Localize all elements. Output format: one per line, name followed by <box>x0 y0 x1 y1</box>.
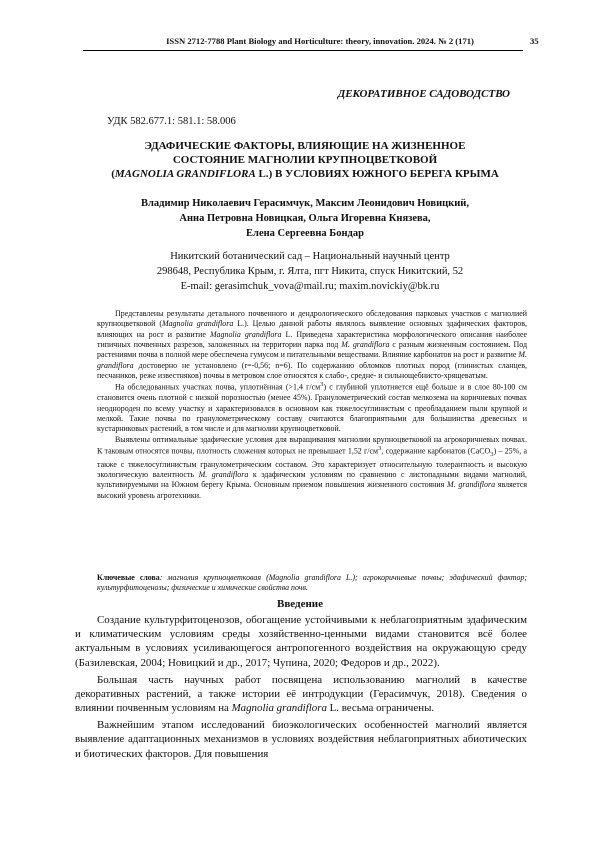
page-number: 35 <box>530 36 539 46</box>
body-paragraph: Создание культурфитоценозов, обогащение устойчивыми к неблагоприятным эдафическим и климатическим условиям среды хозяйственно-ценными видами становится всё более актуальным в условиях усиливающегося антропогенного воздействия на окружающую среду (Базилевская, 2004; Новицкий и др., 2017; Чупина, 2020; Федоров и др., 2022). <box>75 614 527 669</box>
abstract-paragraph: На обследованных участках почва, уплотнённая (>1,4 $г/см^3$) с глубиной уплотняется ещё больше и в слое 80-100 см становится очень плотной с низкой порозностью (менее 45%). Гранулометрический состав мелкозема на коричневых почвах неоднороден по всему участку и характеризовался в основном как тяжелосуглинистым с преобладанием пыли крупной и мелкой. Такие почвы по гранулометрическому составу считаются благоприятными для большинства древесных и кустарниковых растений, в том числе и для магнолии крупноцветковой. <box>97 381 527 434</box>
section-title: ДЕКОРАТИВНОЕ САДОВОДСТВО <box>337 88 510 100</box>
author-list <box>110 196 500 242</box>
author-line: Елена Сергеевна Бондар <box>246 228 364 240</box>
running-header: ISSN 2712-7788 Plant Biology and Horticulture: theory, innovation. 2024. № 2 (171) <box>166 36 474 46</box>
introduction-heading: Введение <box>276 598 324 610</box>
abstract-paragraph: Выявлены оптимальные эдафические условия для выращивания магнолии крупноцветковой на агрокоричневых почвах. К таковым относятся почвы, плотность сложения которых не превышает 1,52 $г/см^3$, содержание карбонатов (CaCO$_3$) – 25%, а также с тяжелосуглинистым гранулометрическим составом. Это характеризует относительную толерантность и высокую экологическую валентность M. grandiflora к эдафическим условиям по сравнению с листопадными видами магнолий, культивируемыми на Южном берегу Крыма. Основным приемом повышения жизненного состояния M. grandiflora является высокий уровень агротехники. <box>97 434 528 500</box>
udk-code: УДК 582.677.1: 581.1: 58.006 <box>107 116 236 127</box>
body-paragraph: Важнейшим этапом исследований биоэкологических особенностей магнолий является выявление адаптационных механизмов в условиях воздействия неблагоприятных абиотических и биотических факторов. Для повышения <box>75 719 527 760</box>
affiliation-address: 298648, Республика Крым, г. Ялта, пгт Никита, спуск Никитский, 52 <box>156 266 464 278</box>
title-line-2: СОСТОЯНИЕ МАГНОЛИИ КРУПНОЦВЕТКОВОЙ <box>172 153 438 166</box>
abstract-paragraph: Представлены результаты детального почвенного и дендрологического обследования парковых участков с магнолией крупноцветковой (Magnolia grandiflora L.). Целью данной работы являлось выявление основных эдафических факторов, влияющих на рост и развитие Magnolia grandiflora L. Приведена характеристика морфологического описания наиболее типичных почвенных разрезов, заложенных на территории парка под M. grandiflora с разным жизненным состоянием. Под растениями почва в полной мере обеспечена гумусом и питательными веществами. Влияние карбонатов на рост и развитие M. grandiflora достоверно не установлено (r=-0,56; n=6). По содержанию обломков плотных пород (глинистых сланцев, песчаников, реже известняков) почвы в метровом слое относятся к слабо-, средне- и сильнощебнисто-хрящеватым. <box>97 309 528 380</box>
abstract <box>97 309 527 501</box>
keywords-label: Ключевые слова <box>97 573 160 582</box>
introduction-body <box>75 613 527 764</box>
affiliation-email: E-mail: gerasimchuk_vova@mail.ru; maxim.novickiy@bk.ru <box>180 281 440 293</box>
header-rule <box>83 50 523 51</box>
author-line: Владимир Николаевич Герасимчук, Максим Леонидович Новицкий, <box>141 198 469 209</box>
keywords <box>97 573 527 594</box>
article-title <box>110 140 500 181</box>
body-paragraph: Большая часть научных работ посвящена использованию магнолий в качестве декоративных растений, а также истории её интродукции (Герасимчук, 2018). Сведения о влиянии почвенным условиям на Magnolia grandiflora L. весьма ограничены. <box>75 673 527 715</box>
author-line: Анна Петровна Новицкая, Ольга Игоревна Князева, <box>179 213 431 225</box>
affiliation-institution: Никитский ботанический сад – Национальный научный центр <box>170 251 450 262</box>
affiliation <box>120 249 500 295</box>
keywords-text: : магнолия крупноцветковая (Magnolia grandiflora L.); агрокоричневые почвы; эдафический фактор; культурфитоценозы; физические и химические свойства почв. <box>97 573 527 593</box>
title-line-1: ЭДАФИЧЕСКИЕ ФАКТОРЫ, ВЛИЯЮЩИЕ НА ЖИЗНЕННОЕ <box>144 140 466 152</box>
title-line-3: (MAGNOLIA GRANDIFLORA L.) В УСЛОВИЯХ ЮЖНОГО БЕРЕГА КРЫМА <box>111 167 499 180</box>
